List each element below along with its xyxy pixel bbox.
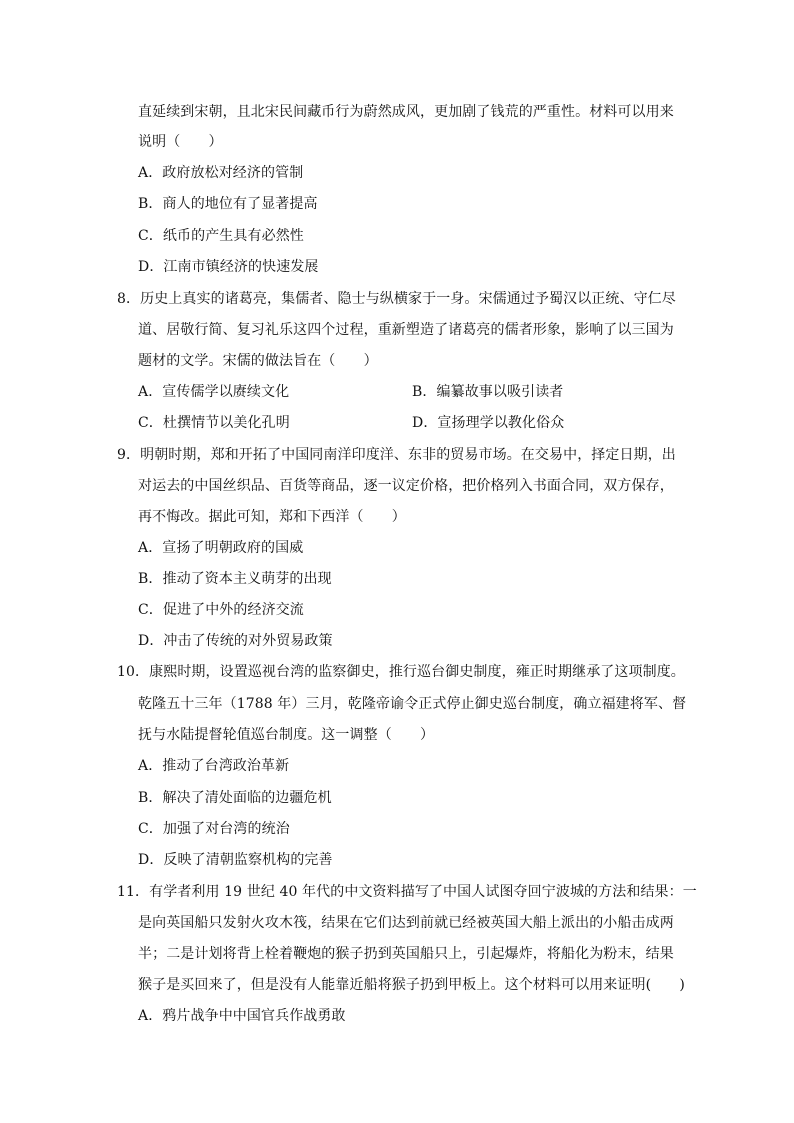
q10-stem-line-2: 乾隆五十三年（1788 年）三月，乾隆帝谕令正式停止御史巡台制度，确立福建将军、督 <box>138 696 687 712</box>
q10-stem-line-3: 抚与水陆提督轮值巡台制度。这一调整（ ） <box>138 727 435 743</box>
q7-option-c: C．纸币的产生具有必然性 <box>138 228 304 244</box>
q7-stem-line-1: 直延续到宋朝，且北宋民间藏币行为蔚然成风，更加剧了钱荒的严重性。材料可以用来 <box>138 104 674 120</box>
q10-option-d: D．反映了清朝监察机构的完善 <box>138 852 333 868</box>
q9-stem-line-3: 再不悔改。据此可知，郑和下西洋（ ） <box>138 509 406 525</box>
q8-option-d: D．宣扬理学以教化俗众 <box>412 415 565 431</box>
q7-option-b: B．商人的地位有了显著提高 <box>138 196 318 212</box>
q9-stem-line-1: 9．明朝时期，郑和开拓了中国同南洋印度洋、东非的贸易市场。在交易中，择定日期，出 <box>117 447 676 463</box>
q8-stem-line-3: 题材的文学。宋儒的做法旨在（ ） <box>138 353 378 369</box>
q7-stem-line-2: 说明（ ） <box>138 134 223 150</box>
q11-stem-line-1: 11．有学者利用 19 世纪 40 年代的中文资料描写了中国人试图夺回宁波城的方法和结果：一 <box>117 884 697 900</box>
q9-stem-line-2: 对运去的中国丝织品、百货等商品，逐一议定价格，把价格列入书面合同，双方保存， <box>138 478 674 494</box>
q11-stem-line-4: 猴子是买回来了，但是没有人能靠近船将猴子扔到甲板上。这个材料可以用来证明( ) <box>138 977 685 993</box>
q7-option-d: D．江南市镇经济的快速发展 <box>138 259 319 275</box>
q11-stem-line-3: 半；二是计划将背上栓着鞭炮的猴子扔到英国船只上，引起爆炸，将船化为粉末，结果 <box>138 946 674 962</box>
q9-option-c: C．促进了中外的经济交流 <box>138 602 304 618</box>
q11-stem-line-2: 是向英国船只发射火攻木筏，结果在它们达到前就已经被英国大船上派出的小船击成两 <box>138 915 674 931</box>
q9-option-b: B．推动了资本主义萌芽的出现 <box>138 571 332 587</box>
q10-option-c: C．加强了对台湾的统治 <box>138 821 290 837</box>
q8-option-b: B．编纂故事以吸引读者 <box>412 384 564 400</box>
q8-option-a: A．宣传儒学以赓续文化 <box>138 384 290 400</box>
q8-stem-line-1: 8．历史上真实的诸葛亮，集儒者、隐士与纵横家于一身。宋儒通过予蜀汉以正统、守仁尽 <box>117 291 676 307</box>
q11-option-a: A．鸦片战争中中国官兵作战勇敢 <box>138 1008 346 1024</box>
q8-option-c: C．杜撰情节以美化孔明 <box>138 415 290 431</box>
q8-stem-line-2: 道、居敬行简、复习礼乐这四个过程，重新塑造了诸葛亮的儒者形象，影响了以三国为 <box>138 322 674 338</box>
q7-option-a: A．政府放松对经济的管制 <box>138 165 304 181</box>
q9-option-a: A．宣扬了明朝政府的国威 <box>138 540 304 556</box>
q10-option-a: A．推动了台湾政治革新 <box>138 758 290 774</box>
q10-option-b: B．解决了清处面临的边疆危机 <box>138 790 332 806</box>
q9-option-d: D．冲击了传统的对外贸易政策 <box>138 633 333 649</box>
q10-stem-line-1: 10．康熙时期，设置巡视台湾的监察御史，推行巡台御史制度，雍正时期继承了这项制度。 <box>117 664 685 680</box>
